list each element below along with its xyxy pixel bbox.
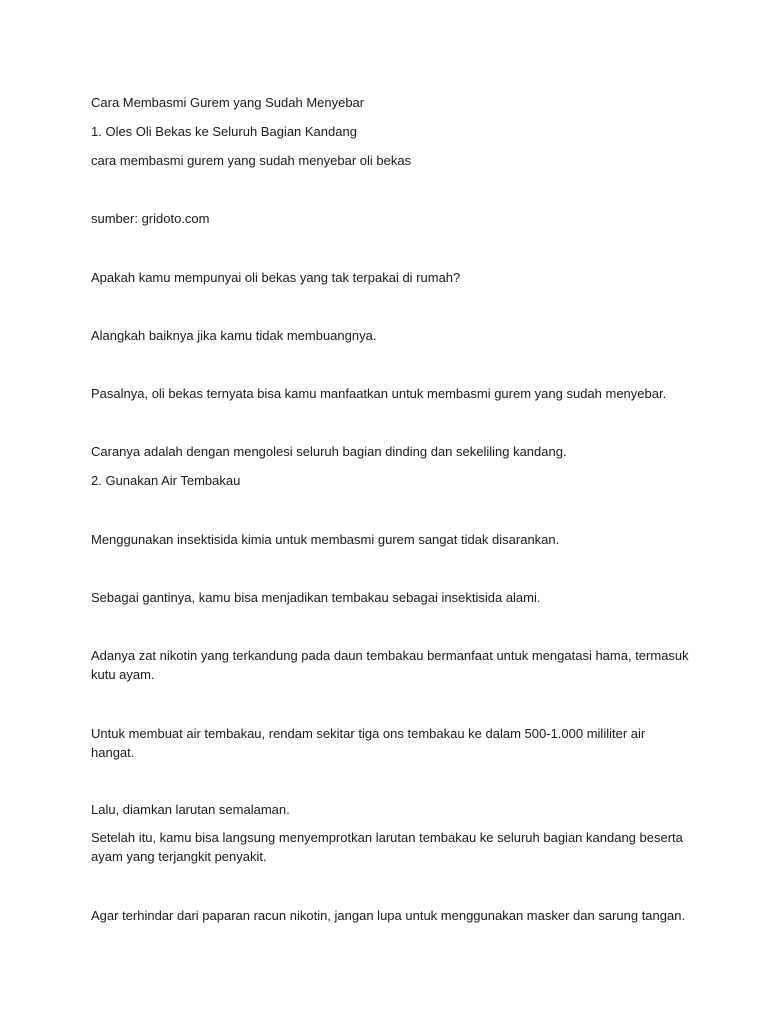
section-heading-2: 2. Gunakan Air Tembakau [91, 473, 241, 488]
paragraph: Lalu, diamkan larutan semalaman. [91, 802, 290, 817]
paragraph: Caranya adalah dengan mengolesi seluruh bagian dinding dan sekeliling kandang. [91, 444, 567, 459]
paragraph: Adanya zat nikotin yang terkandung pada daun tembakau bermanfaat untuk mengatasi hama, termasuk kutu ayam. [91, 648, 689, 682]
image-caption: cara membasmi gurem yang sudah menyebar oli bekas [91, 153, 412, 168]
paragraph: Agar terhindar dari paparan racun nikotin, jangan lupa untuk menggunakan masker dan sarung tangan. [91, 908, 686, 923]
paragraph: Untuk membuat air tembakau, rendam sekitar tiga ons tembakau ke dalam 500-1.000 mililiter air hangat. [91, 726, 646, 760]
paragraph: Pasalnya, oli bekas ternyata bisa kamu manfaatkan untuk membasmi gurem yang sudah menyebar. [91, 386, 667, 401]
source-credit: sumber: gridoto.com [91, 211, 210, 226]
paragraph: Alangkah baiknya jika kamu tidak membuangnya. [91, 328, 377, 343]
section-heading-1: 1. Oles Oli Bekas ke Seluruh Bagian Kandang [91, 124, 357, 139]
paragraph: Menggunakan insektisida kimia untuk membasmi gurem sangat tidak disarankan. [91, 532, 560, 547]
paragraph: Apakah kamu mempunyai oli bekas yang tak terpakai di rumah? [91, 270, 461, 285]
paragraph: Setelah itu, kamu bisa langsung menyemprotkan larutan tembakau ke seluruh bagian kandang beserta ayam yang terjangkit penyakit. [91, 830, 683, 864]
article-title: Cara Membasmi Gurem yang Sudah Menyebar [91, 95, 365, 110]
paragraph: Sebagai gantinya, kamu bisa menjadikan tembakau sebagai insektisida alami. [91, 590, 541, 605]
